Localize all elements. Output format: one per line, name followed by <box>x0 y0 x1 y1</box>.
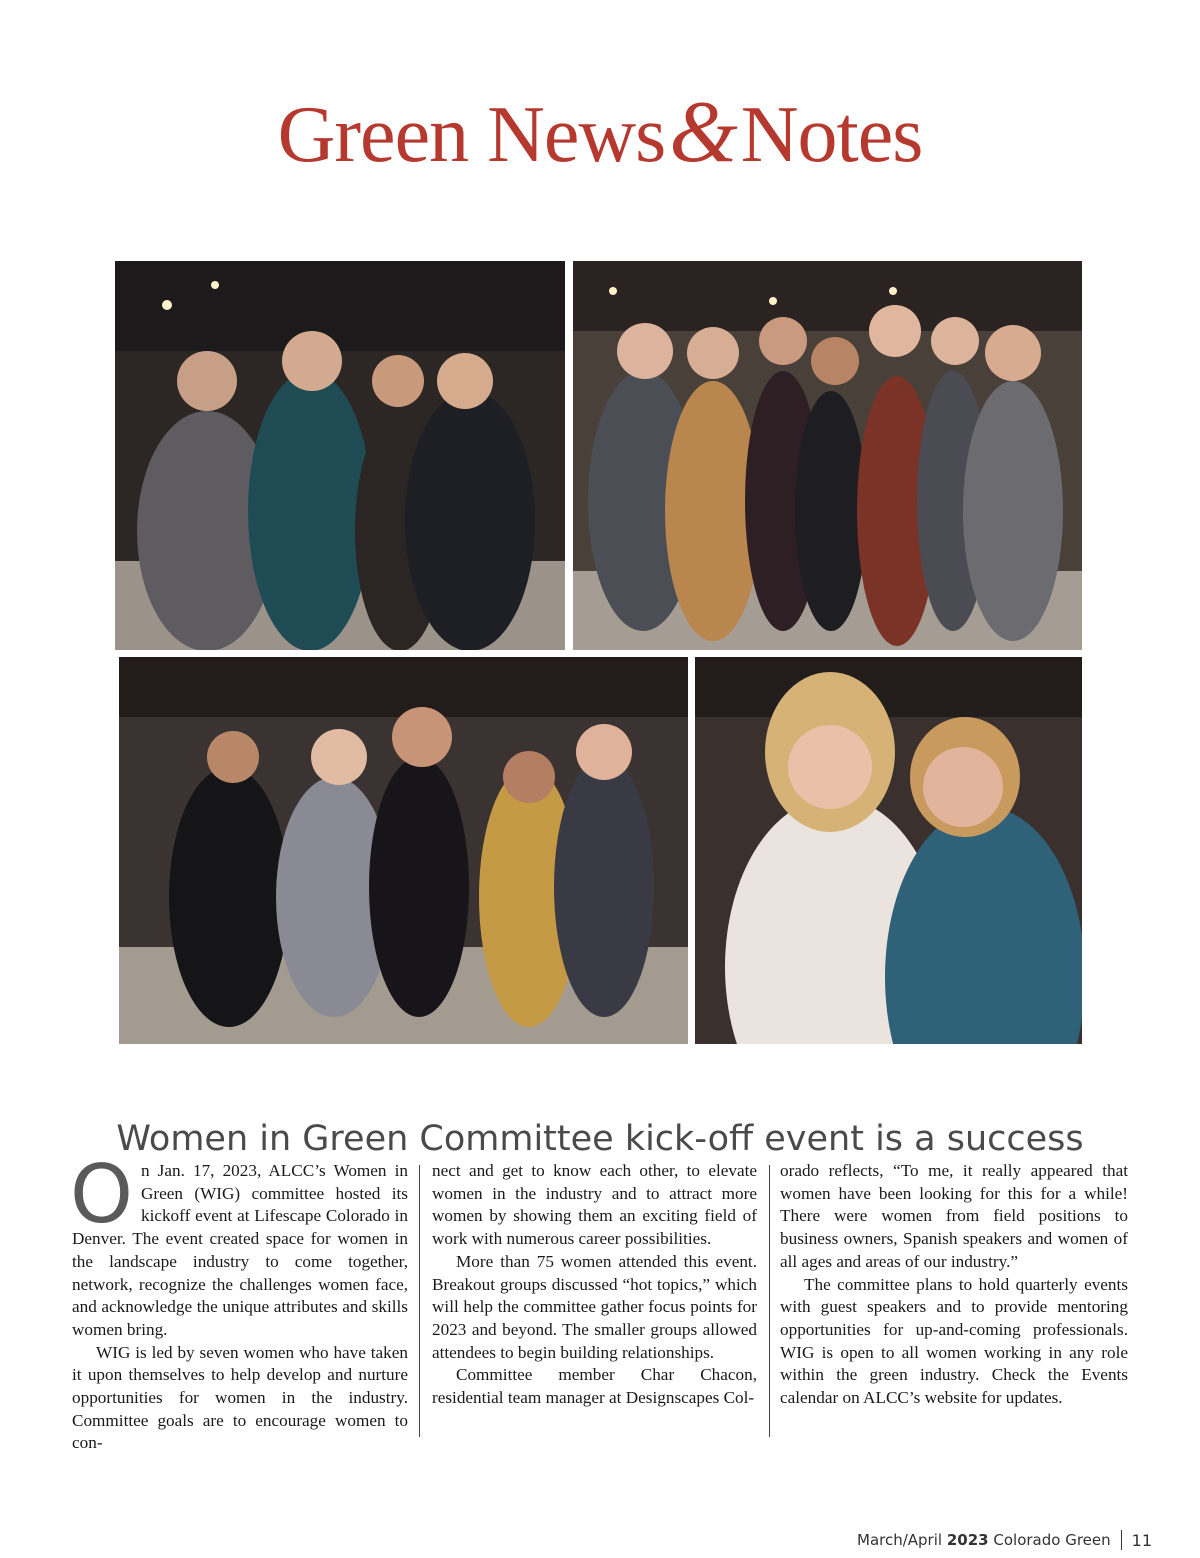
paragraph: orado reflects, “To me, it really appeared that women have been looking for this for a while! There were women from field positions to business owners, Spanish speakers and women of all ages and areas of our industry.” <box>780 1161 1128 1271</box>
paragraph: The committee plans to hold quarterly events with guest speakers and to provide mentoring opportunities for up-and-coming professionals. WIG is open to all women working in any role within the green industry. Check the Events calendar on ALCC’s website for updates. <box>780 1274 1128 1408</box>
article-column-3 <box>780 1160 1128 1410</box>
drop-cap: O <box>70 1148 133 1241</box>
paragraph: nect and get to know each other, to elevate women in the industry and to attract more women by showing them an exciting field of work with numerous career possibilities. <box>432 1161 757 1249</box>
event-photo-2 <box>573 261 1082 650</box>
footer-year: 2023 <box>946 1531 989 1549</box>
footer-issue: March/April <box>857 1531 943 1549</box>
article-column-1 <box>70 1148 408 1455</box>
masthead-ampersand: & <box>669 84 737 181</box>
column-divider <box>419 1165 420 1437</box>
article-headline: Women in Green Committee kick-off event is a success <box>116 1119 1084 1160</box>
article-column-2 <box>432 1160 757 1410</box>
page-footer <box>857 1530 1152 1550</box>
page-masthead <box>0 84 1200 181</box>
masthead-green-news: Green News <box>277 91 666 179</box>
event-photo-3 <box>119 657 688 1044</box>
footer-divider <box>1121 1530 1122 1550</box>
column-divider <box>769 1165 770 1437</box>
page-number: 11 <box>1131 1530 1152 1550</box>
paragraph <box>70 1148 408 1342</box>
paragraph: More than 75 women attended this event. Breakout groups discussed “hot topics,” which will help the committee gather focus points for 2023 and beyond. The smaller groups allowed attendees to begin building relationships. <box>432 1251 757 1362</box>
event-photo-4 <box>695 657 1082 1044</box>
masthead-notes: Notes <box>740 91 923 179</box>
paragraph-text: n Jan. 17, 2023, ALCC’s Women in Green (WIG) committee hosted its kickoff event at Lifescape Colorado in Denver. The event created space for women in the landscape industry to come together, network, recognize the challenges women face, and acknowledge the unique attributes and skills women bring. <box>72 1161 408 1339</box>
paragraph: WIG is led by seven women who have taken it upon themselves to help develop and nurture opportunities for women in the industry. Committee goals are to encourage women to con- <box>72 1342 408 1453</box>
paragraph: Committee member Char Chacon, residential team manager at Designscapes Col- <box>432 1365 757 1408</box>
footer-publication: Colorado Green <box>993 1531 1111 1549</box>
event-photo-1 <box>115 261 565 650</box>
